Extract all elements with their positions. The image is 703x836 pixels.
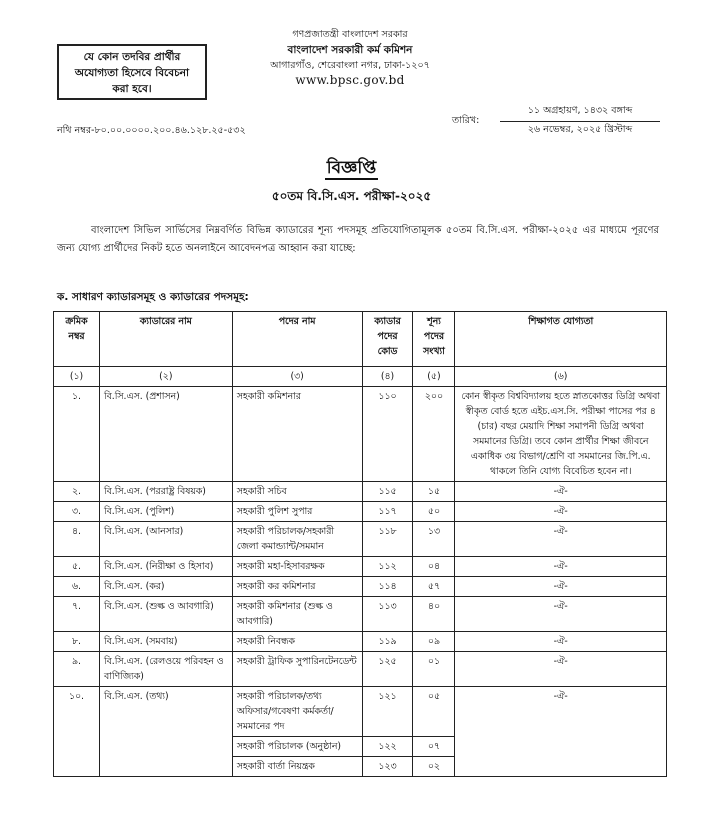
row-serial: ১০. — [54, 687, 100, 777]
cadre-table — [53, 311, 667, 777]
row-post: সহকারী কর কমিশনার — [232, 577, 362, 597]
row-code: ১১৭ — [362, 502, 413, 522]
row-qualification: -ঐ- — [455, 522, 667, 557]
row-serial: ৯. — [54, 652, 100, 687]
colnum-4: (৪) — [362, 367, 413, 387]
row-post: সহকারী কমিশনার — [232, 387, 362, 482]
row-vacancy: ১৫ — [413, 482, 455, 502]
row-qualification: -ঐ- — [455, 557, 667, 577]
row-cadre: বি.সি.এস. (শুল্ক ও আবগারি) — [99, 597, 232, 632]
colnum-3: (৩) — [232, 367, 362, 387]
header-qualification: শিক্ষাগত যোগ্যতা — [455, 312, 667, 367]
row-serial: ১. — [54, 387, 100, 482]
notice-title — [0, 155, 703, 183]
column-number-row — [54, 367, 667, 387]
row-vacancy: ৫০ — [413, 502, 455, 522]
row-post: সহকারী ট্রাফিক সুপারিনটেনডেন্ট — [232, 652, 362, 687]
section-title: ক. সাধারণ ক্যাডারসমূহ ও ক্যাডারের পদসমূহ: — [57, 291, 249, 303]
row-code: ১১৮ — [362, 522, 413, 557]
row-qualification: -ঐ- — [455, 632, 667, 652]
government-name: গণপ্রজাতন্ত্রী বাংলাদেশ সরকার — [292, 29, 408, 40]
row-post: সহকারী মহা-হিসাবরক্ষক — [232, 557, 362, 577]
colnum-2: (২) — [99, 367, 232, 387]
row-serial: ৭. — [54, 597, 100, 632]
row-vacancy: ০৭ — [413, 737, 455, 757]
table-row — [54, 502, 667, 522]
intro-paragraph: বাংলাদেশ সিভিল সার্ভিসের নিম্নবর্ণিত বিভিন্ন ক্যাডারের শূন্য পদসমূহ প্রতিযোগিতামূলক ৫০তম বি.সি.এস. পরীক্ষা-২০২৫ এর মাধ্যমে পূরণের জন্য যোগ্য প্রার্থীদের নিকট হতে অনলাইনে আবেদনপত্র আহ্বান করা যাচ্ছে: — [57, 225, 659, 254]
row-cadre: বি.সি.এস. (পুলিশ) — [99, 502, 232, 522]
row-cadre: বি.সি.এস. (তথ্য) — [99, 687, 232, 777]
row-post: সহকারী কমিশনার (শুল্ক ও আবগারি) — [232, 597, 362, 632]
table-row — [54, 557, 667, 577]
row-qualification: -ঐ- — [455, 482, 667, 502]
row-code: ১২৩ — [362, 757, 413, 777]
cadre-rows — [54, 482, 667, 687]
website-link[interactable]: www.bpsc.gov.bd — [295, 73, 405, 87]
row-vacancy: ০৪ — [413, 557, 455, 577]
row-code: ১২১ — [362, 687, 413, 737]
row-vacancy: ৪০ — [413, 597, 455, 632]
row-vacancy: ৫৭ — [413, 577, 455, 597]
date-label: তারিখ: — [452, 115, 480, 126]
row-serial: ৫. — [54, 557, 100, 577]
row-post: সহকারী পরিচালক/সহকারী জেলা কমান্ড্যান্ট/সমমান — [232, 522, 362, 557]
notice-title-text: বিজ্ঞপ্তি — [326, 158, 377, 178]
row-code: ১১৯ — [362, 632, 413, 652]
row-serial: ৩. — [54, 502, 100, 522]
row-vacancy: ০১ — [413, 652, 455, 687]
row-qualification: -ঐ- — [455, 502, 667, 522]
commission-name: বাংলাদেশ সরকারী কর্ম কমিশন — [287, 44, 413, 56]
row-post: সহকারী পুলিশ সুপার — [232, 502, 362, 522]
commission-address: আগারগাঁও, শেরেবাংলা নগর, ঢাকা-১২০৭ — [270, 60, 430, 71]
no-lobbying-notice-box — [57, 44, 207, 100]
row-code: ১১৪ — [362, 577, 413, 597]
table-row — [54, 522, 667, 557]
row-code: ১২২ — [362, 737, 413, 757]
table-row — [54, 577, 667, 597]
row-vacancy: ০২ — [413, 757, 455, 777]
row-code: ১১২ — [362, 557, 413, 577]
row-code: ১১০ — [362, 387, 413, 482]
row-serial: ২. — [54, 482, 100, 502]
notice-line-1: যে কোন তদবির প্রার্থীর — [83, 51, 181, 63]
memo-number: নথি নম্বর-৮০.০০.০০০০.২০০.৪৬.১২৮.২৫-৫৩২ — [57, 125, 246, 136]
notice-line-3: করা হবে। — [112, 83, 152, 95]
letterhead — [230, 28, 470, 88]
header-cadre: ক্যাডারের নাম — [99, 312, 232, 367]
row-cadre: বি.সি.এস. (প্রশাসন) — [99, 387, 232, 482]
date-bengali: ১১ অগ্রহায়ণ, ১৪৩২ বঙ্গাব্দ — [500, 104, 660, 122]
row-code: ১১৩ — [362, 597, 413, 632]
header-code: ক্যাডার পদের কোড — [362, 312, 413, 367]
row-vacancy: ১৩ — [413, 522, 455, 557]
colnum-6: (৬) — [455, 367, 667, 387]
row-serial: ৬. — [54, 577, 100, 597]
table-row — [54, 632, 667, 652]
header-post: পদের নাম — [232, 312, 362, 367]
date-gregorian: ২৬ নভেম্বর, ২০২৫ খ্রিস্টাব্দ — [527, 124, 633, 135]
row-cadre: বি.সি.এস. (রেলওয়ে পরিবহন ও বাণিজ্যিক) — [99, 652, 232, 687]
row-vacancy: ০৯ — [413, 632, 455, 652]
row-post: সহকারী নিবন্ধক — [232, 632, 362, 652]
colnum-1: (১) — [54, 367, 100, 387]
row-code: ১১৫ — [362, 482, 413, 502]
table-row — [54, 687, 667, 737]
row-post: সহকারী পরিচালক (অনুষ্ঠান) — [232, 737, 362, 757]
row-cadre: বি.সি.এস. (কর) — [99, 577, 232, 597]
table-header-row — [54, 312, 667, 367]
exam-subtitle: ৫০তম বি.সি.এস. পরীক্ষা-২০২৫ — [271, 189, 432, 203]
notice-line-2: অযোগ্যতা হিসেবে বিবেচনা — [74, 67, 190, 79]
row-post: সহকারী বার্তা নিয়ন্ত্রক — [232, 757, 362, 777]
header-serial: ক্রমিক নম্বর — [54, 312, 100, 367]
row-qualification: -ঐ- — [455, 577, 667, 597]
row-post: সহকারী সচিব — [232, 482, 362, 502]
colnum-5: (৫) — [413, 367, 455, 387]
row-cadre: বি.সি.এস. (নিরীক্ষা ও হিসাব) — [99, 557, 232, 577]
row-qualification: -ঐ- — [455, 652, 667, 687]
table-row — [54, 652, 667, 687]
row-post: সহকারী পরিচালক/তথ্য অফিসার/গবেষণা কর্মকর্তা/সমমানের পদ — [232, 687, 362, 737]
row-cadre: বি.সি.এস. (সমবায়) — [99, 632, 232, 652]
row-cadre: বি.সি.এস. (পররাষ্ট্র বিষয়ক) — [99, 482, 232, 502]
row-serial: ৮. — [54, 632, 100, 652]
row-vacancy: ০৫ — [413, 687, 455, 737]
row-qualification: -ঐ- — [455, 687, 667, 777]
row-qualification: কোন স্বীকৃত বিশ্ববিদ্যালয় হতে স্নাতকোত্তর ডিগ্রি অথবা স্বীকৃত বোর্ড হতে এইচ.এস.সি. পরীক্ষা পাসের পর ৪ (চার) বছর মেয়াদি শিক্ষা সমাপনী ডিগ্রি অথবা সমমানের ডিগ্রি। তবে কোন প্রার্থীর শিক্ষা জীবনে একাধিক ৩য় বিভাগ/শ্রেণি বা সমমানের জি.পি.এ. থাকলে তিনি যোগ্য বিবেচিত হবেন না। — [455, 387, 667, 482]
table-row — [54, 597, 667, 632]
row-cadre: বি.সি.এস. (আনসার) — [99, 522, 232, 557]
table-row — [54, 482, 667, 502]
row-serial: ৪. — [54, 522, 100, 557]
table-row — [54, 387, 667, 482]
row-code: ১২৫ — [362, 652, 413, 687]
row-vacancy: ২০০ — [413, 387, 455, 482]
header-vacancy: শূন্য পদের সংখ্যা — [413, 312, 455, 367]
row-qualification: -ঐ- — [455, 597, 667, 632]
